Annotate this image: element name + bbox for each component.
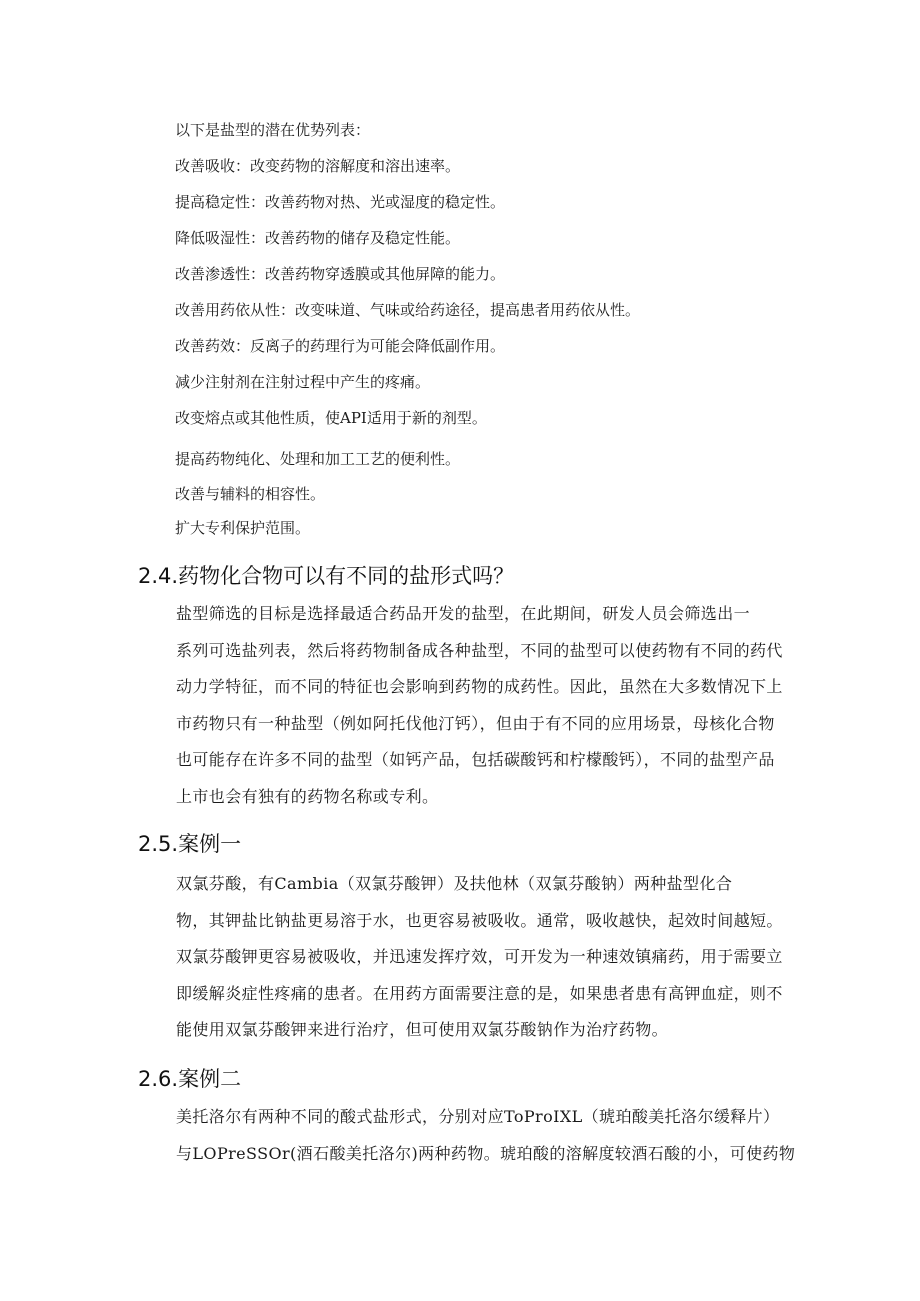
paragraph-line: 盐型筛选的目标是选择最适合药品开发的盐型，在此期间，研发人员会筛选出一 [176, 604, 751, 623]
list-item-excipient: 改善与辅料的相容性。 [175, 485, 326, 503]
paragraph-line: 与LOPreSSOr(酒石酸美托洛尔)两种药物。琥珀酸的溶解度较酒石酸的小，可使药物 [176, 1143, 796, 1163]
paragraph-line: 动力学特征，而不同的特征也会影响到药物的成药性。因此，虽然在大多数情况下上 [176, 677, 783, 696]
paragraph-line: 系列可选盐列表，然后将药物制备成各种盐型，不同的盐型可以使药物有不同的药代 [176, 640, 783, 660]
list-item-stability: 提高稳定性：改善药物对热、光或湿度的稳定性。 [175, 193, 506, 211]
paragraph-line: 即缓解炎症性疼痛的患者。在用药方面需要注意的是，如果患者患有高钾血症，则不 [176, 983, 783, 1003]
list-item-permeability: 改善渗透性：改善药物穿透膜或其他屏障的能力。 [175, 265, 506, 283]
paragraph-line: 美托洛尔有两种不同的酸式盐形式，分别对应ToProIXL（琥珀酸美托洛尔缓释片） [176, 1107, 780, 1126]
list-item-injection-pain: 减少注射剂在注射过程中产生的疼痛。 [175, 373, 431, 391]
list-item-patent: 扩大专利保护范围。 [175, 519, 311, 537]
list-intro: 以下是盐型的潜在优势列表： [175, 121, 371, 139]
paragraph-line: 双氯芬酸，有Cambia（双氯芬酸钾）及扶他林（双氯芬酸钠）两种盐型化合 [176, 874, 733, 893]
list-item-purification: 提高药物纯化、处理和加工工艺的便利性。 [175, 450, 461, 468]
paragraph-line: 物，其钾盐比钠盐更易溶于水，也更容易被吸收。通常，吸收越快，起效时间越短。 [176, 910, 783, 930]
paragraph-line: 双氯芬酸钾更容易被吸收，并迅速发挥疗效，可开发为一种速效镇痛药，用于需要立 [176, 947, 783, 966]
list-item-compliance: 改善用药依从性：改变味道、气味或给药途径，提高患者用药依从性。 [175, 301, 641, 319]
section-heading-2-4: 2.4.药物化合物可以有不同的盐形式吗？ [138, 564, 515, 588]
paragraph-line: 市药物只有一种盐型（例如阿托伐他汀钙），但由于有不同的应用场景，母核化合物 [176, 713, 775, 733]
section-paragraph-2-5 [138, 866, 803, 1049]
list-item-melting-point: 改变熔点或其他性质，使API适用于新的剂型。 [175, 409, 487, 427]
paragraph-line: 上市也会有独有的药物名称或专利。 [176, 786, 439, 806]
section-paragraph-2-6 [138, 1099, 803, 1172]
list-item-efficacy: 改善药效：反离子的药理行为可能会降低副作用。 [175, 337, 506, 355]
paragraph-line: 也可能存在许多不同的盐型（如钙产品，包括碳酸钙和柠檬酸钙），不同的盐型产品 [176, 750, 775, 769]
section-heading-2-6: 2.6.案例二 [138, 1067, 242, 1091]
section-paragraph-2-4 [138, 596, 803, 815]
list-item-absorption: 改善吸收：改变药物的溶解度和溶出速率。 [175, 157, 461, 175]
paragraph-line: 能使用双氯芬酸钾来进行治疗，但可使用双氯芬酸钠作为治疗药物。 [176, 1020, 669, 1039]
list-item-hygroscopicity: 降低吸湿性：改善药物的储存及稳定性能。 [175, 229, 461, 247]
section-heading-2-5: 2.5.案例一 [138, 832, 242, 856]
